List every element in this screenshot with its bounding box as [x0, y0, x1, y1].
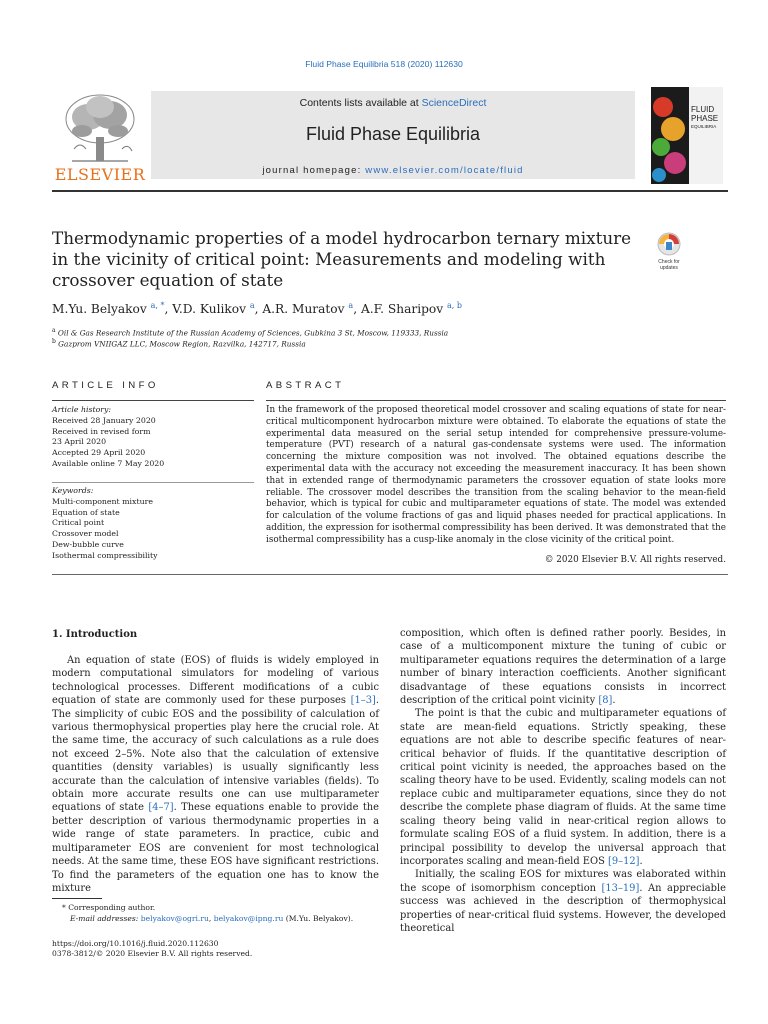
- history-item: 23 April 2020: [52, 437, 107, 447]
- article-history-label: Article history:: [52, 405, 112, 414]
- body-left-column: [52, 654, 379, 895]
- body-paragraph: [400, 627, 726, 707]
- journal-masthead: [52, 87, 722, 184]
- article-history: [52, 405, 254, 470]
- paragraph-text: . The simplicity of cubic EOS and the possibility of calculation of various thermophysical properties play here the crucial role. At the same time, the accuracy of such calculations as a rule does not exceed 2–5%. Note also that the calculation of extensive quantities (density variables) is usually significantly less accurate than the calculation of intensive variables (fields). To obtain more accurate results one can use multiparameter equations of state: [52, 695, 379, 814]
- issn-line: 0378-3812/© 2020 Elsevier B.V. All rights reserved.: [52, 949, 253, 958]
- keywords-block: [52, 486, 254, 562]
- author-affiliation-marker[interactable]: a: [348, 301, 354, 310]
- elsevier-logo[interactable]: [52, 87, 148, 184]
- author-name[interactable]: M.Yu. Belyakov: [52, 302, 147, 317]
- affiliation-key: b: [52, 338, 56, 345]
- author-name[interactable]: A.R. Muratov: [262, 302, 345, 317]
- keyword-item[interactable]: Equation of state: [52, 507, 120, 517]
- author-affiliation-marker[interactable]: a, b: [447, 301, 462, 310]
- affiliation-key: a: [52, 327, 56, 334]
- journal-title[interactable]: Fluid Phase Equilibria: [305, 124, 481, 144]
- paragraph-text: .: [612, 695, 616, 707]
- affiliation-a: [52, 327, 448, 337]
- author-name[interactable]: V.D. Kulikov: [172, 302, 246, 317]
- affiliation-text: Gazprom VNIIGAZ LLC, Moscow Region, Razvilka, 142717, Russia: [58, 339, 306, 349]
- journal-header-box: [151, 91, 635, 179]
- reference-link[interactable]: [9–12]: [608, 855, 640, 867]
- author-separator: ,: [254, 302, 263, 317]
- reference-link[interactable]: [8]: [598, 695, 613, 707]
- crossmark-label: Check for updates: [658, 259, 680, 271]
- cover-title-3: EQUILIBRIA: [691, 124, 717, 129]
- crossmark-icon: [649, 231, 689, 261]
- email-label: E-mail addresses:: [70, 914, 141, 923]
- paragraph-text: The point is that the cubic and multiparameter equations of state are mean-field equations. Strictly speaking, these equations are not able to describe specific features of near-critical behavior of fluids. If the quantitative description of critical point vicinity is needed, the approaches based on the scaling theory have to be used. Evidently, scaling models can not replace cubic and multiparameter equations, since they do not describe the complete phase diagram of fluids. At the same time scaling theory being valid in near-critical region allows to formulate scaling EOS of a fluid system. In addition, there is a principal possibility to develop the universal approach that incorporates scaling and mean-field EOS: [400, 708, 727, 867]
- email-suffix: (M.Yu. Belyakov).: [283, 914, 354, 923]
- article-title: Thermodynamic properties of a model hydrocarbon ternary mixture in the vicinity of critical point: Measurements and modeling with crossover equation of state: [52, 228, 632, 290]
- keyword-item[interactable]: Multi-component mixture: [52, 496, 153, 506]
- abstract-heading: ABSTRACT: [266, 380, 345, 391]
- article-info-heading: ARTICLE INFO: [52, 380, 159, 391]
- abstract-rule: [266, 400, 726, 401]
- author-affiliation-marker[interactable]: a: [249, 301, 255, 310]
- email-separator: ,: [208, 914, 214, 923]
- reference-link[interactable]: [13–19]: [601, 882, 640, 894]
- journal-homepage-line: [151, 165, 635, 176]
- crossmark-badge[interactable]: [649, 231, 689, 273]
- body-paragraph: [52, 654, 379, 895]
- reference-link[interactable]: [4–7]: [148, 802, 174, 814]
- reference-link[interactable]: [1–3]: [350, 695, 376, 707]
- abstract-copyright: © 2020 Elsevier B.V. All rights reserved.: [544, 555, 726, 565]
- keyword-item[interactable]: Crossover model: [52, 529, 119, 539]
- author-name[interactable]: A.F. Sharipov: [360, 302, 444, 317]
- paragraph-text: An equation of state (EOS) of fluids is widely employed in modern computational simulators for modeling of various technological processes. Different modifications of a cubic equation of state are commonly used for these purposes: [52, 655, 379, 707]
- paragraph-text: Initially, the scaling EOS for mixtures was elaborated within the scope of isomorphism conception: [400, 869, 726, 894]
- affiliation-text: Oil & Gas Research Institute of the Russian Academy of Sciences, Gubkina 3 St, Moscow, 119333, Russia: [57, 328, 449, 338]
- sciencedirect-link[interactable]: ScienceDirect: [421, 97, 487, 109]
- journal-cover-thumbnail[interactable]: [651, 87, 723, 184]
- history-item: Available online 7 May 2020: [52, 458, 165, 468]
- masthead-rule: [52, 190, 728, 192]
- keyword-item[interactable]: Dew-bubble curve: [52, 539, 124, 549]
- author-affiliation-marker[interactable]: a, *: [150, 301, 165, 310]
- info-divider: [52, 482, 254, 483]
- contents-line: [151, 97, 635, 109]
- paragraph-text: composition, which often is defined rather poorly. Besides, in case of a multicomponent mixture the tuning of cubic or multiparameter equations requires the determination of a large number of binary interaction coefficients. Another significant disadvantage of these equations consists in incorrect description of the critical point vicinity: [400, 628, 726, 707]
- journal-citation[interactable]: Fluid Phase Equilibria 518 (2020) 112630: [305, 59, 463, 69]
- homepage-prefix: journal homepage:: [262, 165, 366, 176]
- keyword-item[interactable]: Critical point: [52, 518, 105, 528]
- cover-art-icon: [651, 87, 723, 184]
- email-link[interactable]: belyakov@ipng.ru: [213, 914, 284, 923]
- elsevier-wordmark: ELSEVIER: [54, 165, 146, 184]
- keyword-item[interactable]: Isothermal compressibility: [52, 550, 158, 560]
- cover-title-2: PHASE: [691, 114, 719, 123]
- abstract-text: In the framework of the proposed theoretical model crossover and scaling equations of state for near-critical multicomponent hydrocarbon mixture were obtained. To elaborate the equations of state the experimental data measured on the serial setup intended for comprehensive pressure-volume-temperature (PVT) research of a natural gas-condensate systems were used. The information concerning the mixture composition was not involved. The obtained equations describe the experimental data with the accuracy not exceeding the measurement inaccuracy. It has been shown that in extended range of thermodynamic parameters the crossover equation of state looks more reliable. The crossover model describes the transition from the scaling behavior to the mean-field behavior, which is typical for cubic and multiparameter equations of state. The model was extended for calculation of the volume fractions of gas and liquid phases needed for practical applications. In addition, the expression for isothermal compressibility has been derived. It was demonstrated that the isothermal compressibility has a cusp-like anomaly in the close vicinity of the critical point.: [266, 405, 726, 545]
- author-separator: ,: [164, 302, 173, 317]
- body-paragraph: [400, 707, 726, 868]
- footnote-rule: [52, 898, 102, 899]
- paragraph-text: . An appreciable success was achieved in the description of thermophysical properties of near-critical fluid systems. However, the developed theoretical: [400, 882, 726, 934]
- abstract-bottom-rule: [52, 574, 728, 575]
- contents-prefix: Contents lists available at: [299, 97, 422, 109]
- email-link[interactable]: belyakov@ogri.ru: [140, 914, 209, 923]
- article-info-rule: [52, 400, 254, 401]
- history-item: Received in revised form: [52, 426, 151, 436]
- corresponding-author-note: * Corresponding author.: [62, 903, 156, 912]
- paragraph-text: .: [639, 855, 643, 867]
- paragraph-text: . These equations enable to provide the better description of various thermodynamic properties in a wide range of state parameters. In practice, cubic and multiparameter EOS are convenient for most technological needs. At the same time, these EOS have significant restrictions. To find the parameters of the equation one has to know the mixture: [52, 802, 379, 894]
- section-heading-introduction: 1. Introduction: [52, 629, 138, 640]
- journal-homepage-link[interactable]: www.elsevier.com/locate/fluid: [365, 165, 524, 176]
- body-paragraph: [400, 868, 726, 935]
- cover-title-1: FLUID: [691, 105, 715, 114]
- author-separator: ,: [353, 302, 361, 317]
- history-item: Accepted 29 April 2020: [52, 448, 146, 458]
- author-list: [52, 301, 462, 316]
- body-right-column: [400, 627, 726, 935]
- doi-link[interactable]: https://doi.org/10.1016/j.fluid.2020.112630: [52, 939, 219, 948]
- keywords-label: Keywords:: [52, 486, 94, 495]
- email-footnote: [70, 914, 353, 923]
- affiliation-b: [52, 338, 306, 348]
- history-item: Received 28 January 2020: [52, 415, 156, 425]
